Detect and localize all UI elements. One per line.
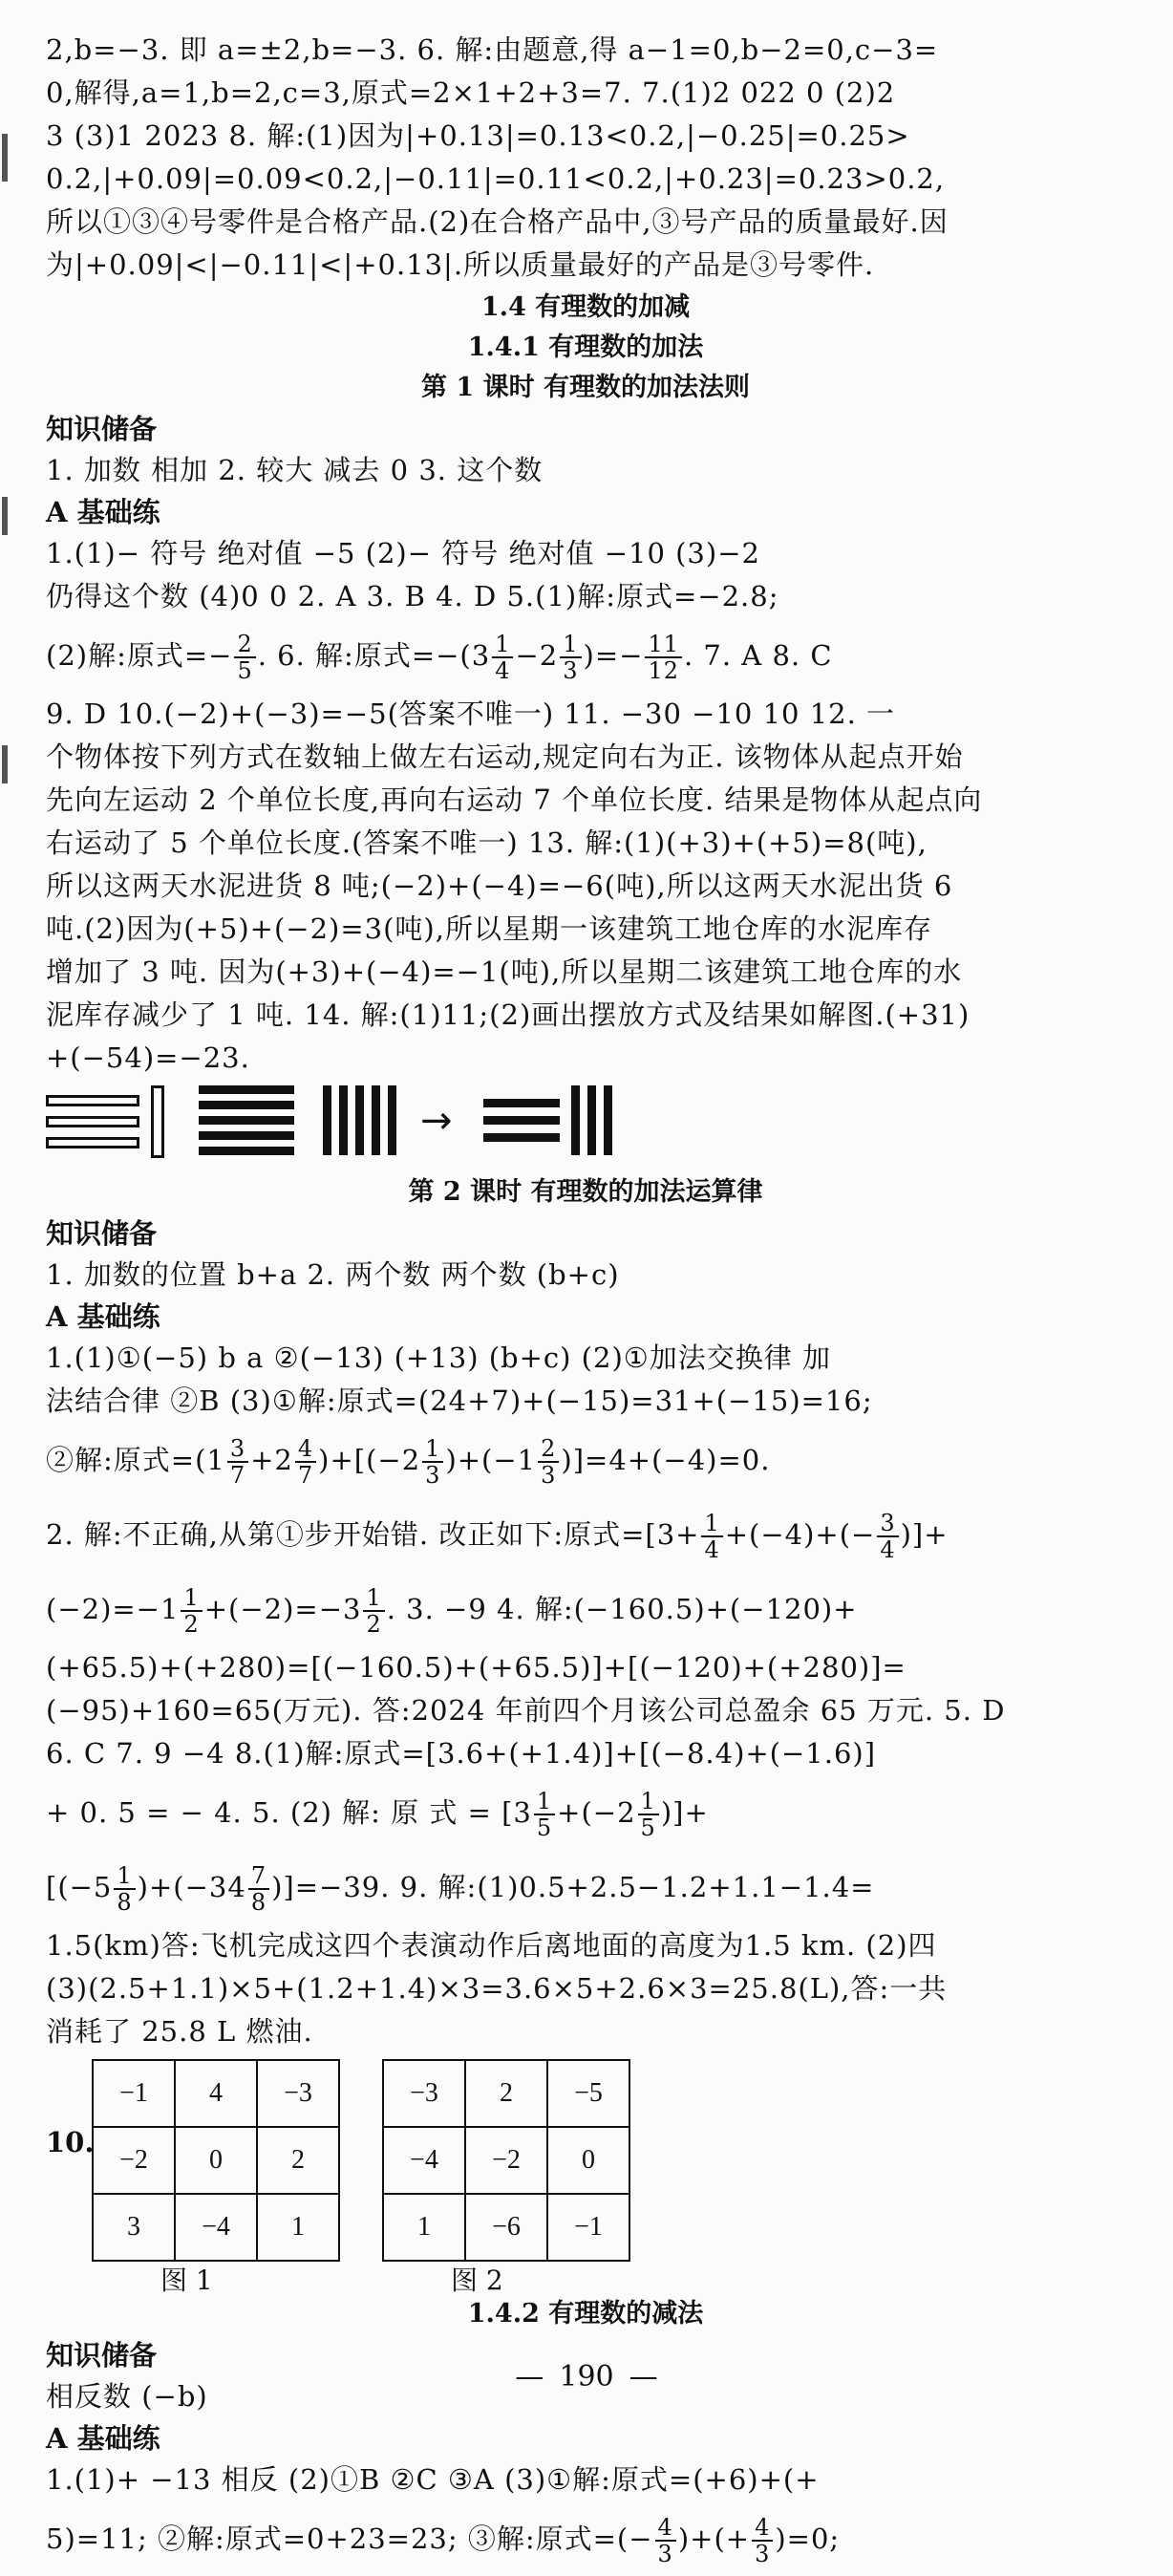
text-line: 仍得这个数 (4)0 0 2. A 3. B 4. D 5.(1)解:原式=−2.8; — [46, 580, 779, 612]
basic-practice-heading: A 基础练 — [46, 1300, 160, 1333]
text-line: 先向左运动 2 个单位长度,再向右运动 7 个单位长度. 结果是物体从起点向 — [46, 784, 983, 816]
knowledge-heading: 知识储备 — [46, 413, 158, 445]
grid-cell: −1 — [93, 2060, 175, 2127]
grid-cell: −4 — [383, 2127, 465, 2194]
figure-caption: 图 2 — [451, 2265, 503, 2296]
rod — [199, 1101, 294, 1109]
text-line: 为|+0.09|<|−0.11|<|+0.13|.所以质量最好的产品是③号零件. — [46, 248, 875, 281]
grid-cell: −2 — [93, 2127, 175, 2194]
text-line: 0.2,|+0.09|=0.09<0.2,|−0.11|=0.11<0.2,|+0.23|=0.23>0.2, — [46, 162, 946, 195]
rod — [355, 1085, 364, 1155]
basic-practice-heading: A 基础练 — [46, 496, 160, 528]
grid-cell: 4 — [175, 2060, 257, 2127]
math-line: + 0. 5 = − 4. 5. (2) 解: 原 式 = [3 $\frac{1}{5}$ +(−2 $\frac{1}{5}$ )]+ — [46, 1788, 709, 1841]
fraction: $\frac{1}{3}$ — [422, 1436, 443, 1488]
grid-cell: 2 — [465, 2060, 547, 2127]
math-line: 2. 解:不正确,从第①步开始错. 改正如下:原式=[3+ $\frac{1}{4}$ +(−4)+(− $\frac{3}{4}$ )]+ — [46, 1510, 949, 1563]
fraction: $\frac{1}{2}$ — [363, 1585, 384, 1637]
grid-row — [383, 2194, 629, 2261]
grid-row — [383, 2060, 629, 2127]
grid-cell: −5 — [547, 2060, 629, 2127]
grid-cell: 1 — [257, 2194, 339, 2261]
text-line: 0,解得,a=1,b=2,c=3,原式=2×1+2+3=7. 7.(1)2 022 0 (2)2 — [46, 76, 896, 109]
math-line: (−2)=−1 $\frac{1}{2}$ +(−2)=−3 $\frac{1}{2}$ . 3. −9 4. 解:(−160.5)+(−120)+ — [46, 1584, 858, 1638]
grid-cell: −6 — [465, 2194, 547, 2261]
counting-rods-figure — [46, 1085, 1125, 1171]
fraction: $\frac{3}{4}$ — [877, 1511, 898, 1562]
text-line: 增加了 3 吨. 因为(+3)+(−4)=−1(吨),所以星期二该建筑工地仓库的水 — [46, 955, 963, 988]
rod — [483, 1133, 560, 1142]
rod — [388, 1085, 396, 1155]
rod-outline — [151, 1085, 164, 1158]
grid-row — [93, 2127, 339, 2194]
math-line: ②解:原式=(1 $\frac{3}{7}$ +2 $\frac{4}{7}$ )+[(−2 $\frac{1}{3}$ )+(−1 $\frac{2}{3}$ )]=4+(−4)=0. — [46, 1435, 771, 1489]
rod-outline — [46, 1116, 139, 1127]
math-line: (2)解:原式=− $\frac{2}{5}$ . 6. 解:原式=−(3 $\frac{1}{4}$ −2 $\frac{1}{3}$ )=− $\frac{11}{12}$ . 7. A 8. C — [46, 631, 833, 684]
text-line: 泥库存减少了 1 吨. 14. 解:(1)11;(2)画出摆放方式及结果如解图.(+31) — [46, 998, 970, 1031]
section-title: 1.4 有理数的加减 — [480, 292, 691, 322]
rod — [323, 1085, 331, 1155]
grid-cell: −4 — [175, 2194, 257, 2261]
text-line: 1. 加数 相加 2. 较大 减去 0 3. 这个数 — [46, 454, 544, 486]
fraction: $\frac{7}{8}$ — [248, 1863, 269, 1915]
text-line: 吨.(2)因为(+5)+(−2)=3(吨),所以星期一该建筑工地仓库的水泥库存 — [46, 912, 932, 945]
rod — [483, 1099, 560, 1107]
text-line: 相反数 (−b) — [46, 2380, 208, 2413]
magic-square-2 — [382, 2059, 630, 2262]
text-line: (+65.5)+(+280)=[(−160.5)+(+65.5)]+[(−120)+(+280)]= — [46, 1651, 906, 1684]
rod — [604, 1085, 612, 1155]
text-line: 个物体按下列方式在数轴上做左右运动,规定向右为正. 该物体从起点开始 — [46, 741, 964, 773]
fraction: $\frac{1}{4}$ — [701, 1511, 722, 1562]
text-line: 所以①③④号零件是合格产品.(2)在合格产品中,③号产品的质量最好.因 — [46, 205, 949, 238]
text-line: 1.(1)− 符号 绝对值 −5 (2)− 符号 绝对值 −10 (3)−2 — [46, 537, 760, 569]
subsection-title: 1.4.1 有理数的加法 — [467, 333, 704, 362]
text-line: 所以这两天水泥进货 8 吨;(−2)+(−4)=−6(吨),所以这两天水泥出货 6 — [46, 869, 953, 902]
text-line: 法结合律 ②B (3)①解:原式=(24+7)+(−15)=31+(−15)=16; — [46, 1385, 873, 1417]
fraction: $\frac{1}{5}$ — [638, 1789, 659, 1840]
text-line: 消耗了 25.8 L 燃油. — [46, 2015, 313, 2048]
text-line: +(−54)=−23. — [46, 1041, 250, 1074]
fraction: $\frac{1}{4}$ — [492, 632, 513, 683]
knowledge-heading: 知识储备 — [46, 1217, 158, 1250]
grid-cell: 2 — [257, 2127, 339, 2194]
text-line: 1.(1)①(−5) b a ②(−13) (+13) (b+c) (2)①加法交换律 加 — [46, 1342, 831, 1374]
figure-caption: 图 1 — [160, 2265, 213, 2296]
grid-cell: 3 — [93, 2194, 175, 2261]
grid-cell: −2 — [465, 2127, 547, 2194]
grid-row — [93, 2060, 339, 2127]
lesson-title: 第 1 课时 有理数的加法法则 — [421, 373, 750, 402]
rod — [372, 1085, 380, 1155]
rod-outline — [46, 1095, 139, 1106]
rod — [199, 1116, 294, 1125]
subsection-title: 1.4.2 有理数的减法 — [467, 2299, 704, 2329]
left-edge-mark — [2, 745, 8, 784]
magic-square-figures — [46, 2059, 1125, 2296]
fraction: $\frac{4}{3}$ — [655, 2515, 676, 2566]
arrow-icon: → — [420, 1099, 453, 1143]
text-line: 1. 加数的位置 b+a 2. 两个数 两个数 (b+c) — [46, 1258, 620, 1291]
rod — [199, 1147, 294, 1155]
text-line: 3 (3)1 2023 8. 解:(1)因为|+0.13|=0.13<0.2,|−0.25|=0.25> — [46, 119, 910, 152]
text-line: 6. C 7. 9 −4 8.(1)解:原式=[3.6+(+1.4)]+[(−8.4)+(−1.6)] — [46, 1737, 877, 1770]
grid-cell: −1 — [547, 2194, 629, 2261]
grid-cell: −3 — [257, 2060, 339, 2127]
text-line: 右运动了 5 个单位长度.(答案不唯一) 13. 解:(1)(+3)+(+5)=8(吨), — [46, 826, 928, 859]
math-line: [(−5 $\frac{1}{8}$ )+(−34 $\frac{7}{8}$ )]=−39. 9. 解:(1)0.5+2.5−1.2+1.1−1.4= — [46, 1862, 875, 1916]
text-line: (−95)+160=65(万元). 答:2024 年前四个月该公司总盈余 65 万元. 5. D — [46, 1694, 1006, 1727]
math-line: 5)=11; ②解:原式=0+23=23; ③解:原式=(− $\frac{4}{3}$ )+(+ $\frac{4}{3}$ )=0; — [46, 2514, 841, 2567]
grid-cell: 0 — [175, 2127, 257, 2194]
text-line: 1.5(km)答:飞机完成这四个表演动作后离地面的高度为1.5 km. (2)四 — [46, 1929, 937, 1962]
fraction: $\frac{4}{3}$ — [752, 2515, 773, 2566]
magic-square-1 — [92, 2059, 340, 2262]
knowledge-heading: 知识储备 — [46, 2339, 158, 2372]
grid-cell: 1 — [383, 2194, 465, 2261]
grid-row — [93, 2194, 339, 2261]
rod — [483, 1116, 560, 1125]
answer-page — [46, 29, 1125, 2576]
rod — [199, 1131, 294, 1140]
question-number: 10. — [46, 2126, 95, 2158]
lesson-title: 第 2 课时 有理数的加法运算律 — [408, 1177, 763, 1207]
fraction: $\frac{11}{12}$ — [645, 632, 682, 683]
fraction: $\frac{2}{5}$ — [234, 632, 255, 683]
basic-practice-heading: A 基础练 — [46, 2422, 160, 2455]
rod — [339, 1085, 348, 1155]
text-line: 1.(1)+ −13 相反 (2)①B ②C ③A (3)①解:原式=(+6)+(+ — [46, 2463, 820, 2496]
text-line: 2,b=−3. 即 a=±2,b=−3. 6. 解:由题意,得 a−1=0,b−2=0,c−3= — [46, 33, 939, 66]
fraction: $\frac{4}{7}$ — [295, 1436, 316, 1488]
fraction: $\frac{2}{3}$ — [538, 1436, 559, 1488]
grid-cell: 0 — [547, 2127, 629, 2194]
fraction: $\frac{1}{8}$ — [114, 1863, 135, 1915]
fraction: $\frac{1}{3}$ — [560, 632, 581, 683]
left-edge-mark — [2, 497, 8, 535]
fraction: $\frac{3}{7}$ — [227, 1436, 248, 1488]
grid-cell: −3 — [383, 2060, 465, 2127]
left-edge-mark — [2, 134, 8, 182]
rod — [199, 1085, 294, 1094]
text-line: 9. D 10.(−2)+(−3)=−5(答案不唯一) 11. −30 −10 10 12. 一 — [46, 698, 896, 730]
rod — [571, 1085, 580, 1155]
fraction: $\frac{1}{2}$ — [181, 1585, 202, 1637]
rod — [587, 1085, 596, 1155]
text-line: (3)(2.5+1.1)×5+(1.2+1.4)×3=3.6×5+2.6×3=25.8(L),答:一共 — [46, 1972, 948, 2005]
rod-outline — [46, 1137, 139, 1148]
fraction: $\frac{1}{5}$ — [534, 1789, 555, 1840]
grid-row — [383, 2127, 629, 2194]
page-number: — 190 — — [0, 2360, 1173, 2394]
